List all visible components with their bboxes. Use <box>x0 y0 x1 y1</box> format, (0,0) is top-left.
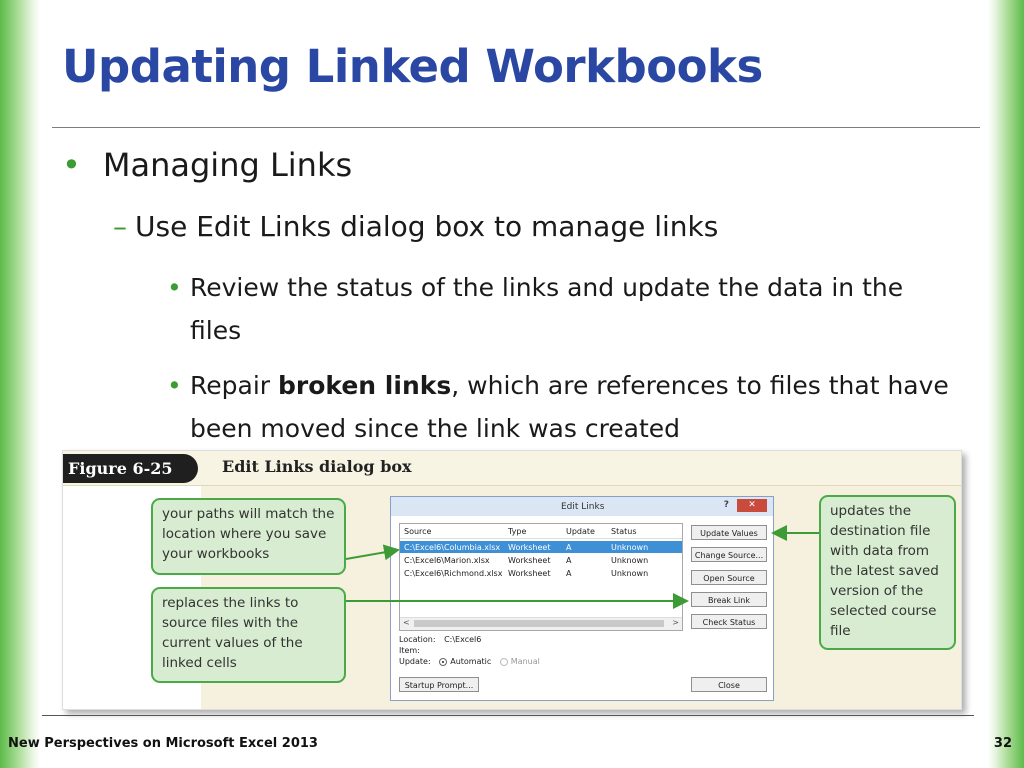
callout-update-values: updates the destination file with data from the latest saved version of the selected course file <box>819 495 956 650</box>
bullet-repair-bold-term: broken links <box>278 371 452 400</box>
update-values-button[interactable]: Update Values <box>691 525 767 540</box>
figure-edit-links <box>62 450 962 710</box>
bullet-repair-suffix: , which are references to files that have been moved since the link was created <box>190 371 949 443</box>
row-type: Worksheet <box>508 569 551 578</box>
column-status[interactable]: Status <box>611 527 637 536</box>
row-source: C:\Excel6\Richmond.xlsx <box>404 569 503 578</box>
bullet-level3-review <box>167 266 957 352</box>
close-icon[interactable]: ✕ <box>737 499 767 512</box>
row-source: C:\Excel6\Columbia.xlsx <box>404 543 501 552</box>
callout-paths: your paths will match the location where you save your workbooks <box>151 498 346 575</box>
right-green-border <box>988 0 1024 768</box>
location-label: Location: <box>399 635 436 644</box>
arrow-paths <box>346 550 398 559</box>
row-status: Unknown <box>611 543 649 552</box>
slide-title: Updating Linked Workbooks <box>62 40 763 93</box>
bullet-level2-text: Use Edit Links dialog box to manage links <box>135 210 719 243</box>
column-source[interactable]: Source <box>404 527 432 536</box>
figure-title: Edit Links dialog box <box>222 457 412 476</box>
item-label: Item: <box>399 646 420 655</box>
break-link-button[interactable]: Break Link <box>691 592 767 607</box>
footer-text: New Perspectives on Microsoft Excel 2013 <box>8 736 318 751</box>
bullet-level1 <box>62 146 352 184</box>
bullet-level2 <box>113 210 718 243</box>
help-icon[interactable]: ? <box>723 500 729 510</box>
footer-divider <box>42 715 974 716</box>
bullet-dot: • <box>167 273 182 302</box>
figure-label: Figure 6-25 <box>63 454 198 483</box>
startup-prompt-button[interactable]: Startup Prompt... <box>399 677 479 692</box>
column-type[interactable]: Type <box>508 527 527 536</box>
bullet-dot: • <box>62 146 81 184</box>
column-update[interactable]: Update <box>566 527 595 536</box>
bullet-repair-prefix: Repair <box>190 371 278 400</box>
title-divider <box>52 127 980 128</box>
scroll-right-icon[interactable]: > <box>672 618 679 627</box>
scroll-left-icon[interactable]: < <box>403 618 410 627</box>
row-update: A <box>566 556 572 565</box>
update-label: Update: <box>399 657 431 666</box>
left-green-border <box>0 0 40 768</box>
row-update: A <box>566 543 572 552</box>
row-status: Unknown <box>611 556 649 565</box>
change-source-button[interactable]: Change Source... <box>691 547 767 562</box>
bullet-dash: – <box>113 210 127 243</box>
manual-label[interactable]: Manual <box>510 657 540 666</box>
close-button[interactable]: Close <box>691 677 767 692</box>
row-source: C:\Excel6\Marion.xlsx <box>404 556 490 565</box>
dialog-title: Edit Links <box>561 502 605 512</box>
callout-arrows <box>63 451 961 709</box>
page-number: 32 <box>993 736 1012 751</box>
bullet-review-text: Review the status of the links and update the data in the files <box>190 273 904 345</box>
check-status-button[interactable]: Check Status <box>691 614 767 629</box>
bullet-dot: • <box>167 371 182 400</box>
bullet-level3-repair <box>167 364 957 450</box>
automatic-label[interactable]: Automatic <box>450 657 492 666</box>
callout-replace-links: replaces the links to source files with the current values of the linked cells <box>151 587 346 683</box>
row-status: Unknown <box>611 569 649 578</box>
row-update: A <box>566 569 572 578</box>
open-source-button[interactable]: Open Source <box>691 570 767 585</box>
bullet-level1-text: Managing Links <box>102 146 353 184</box>
location-value: C:\Excel6 <box>444 635 482 644</box>
row-type: Worksheet <box>508 556 551 565</box>
bullet-repair-text <box>167 364 957 450</box>
row-type: Worksheet <box>508 543 551 552</box>
